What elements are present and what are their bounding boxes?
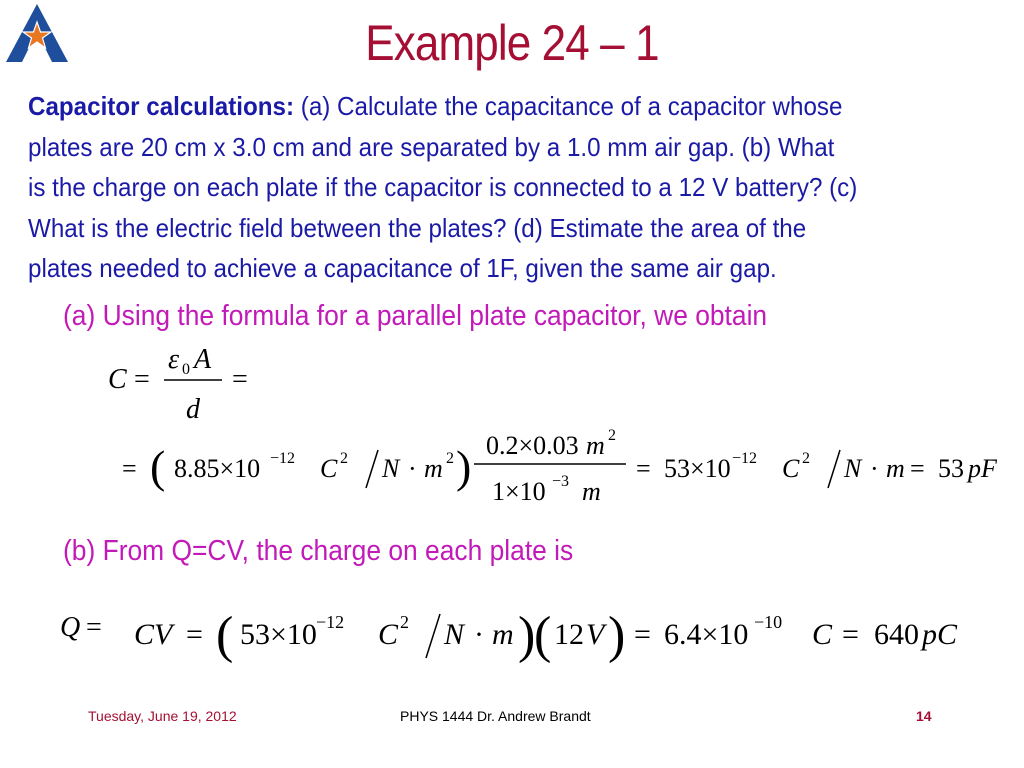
problem-statement	[28, 86, 958, 289]
svg-text:d: d	[186, 394, 200, 425]
svg-text:−12: −12	[732, 450, 758, 467]
svg-text:(: (	[534, 607, 552, 664]
svg-text:=: =	[910, 454, 925, 483]
svg-text:=: =	[232, 364, 248, 395]
capacitance-evaluation	[112, 420, 1012, 520]
svg-text:m: m	[582, 477, 601, 506]
footer-date: Tuesday, June 19, 2012	[88, 708, 237, 724]
svg-text:=: =	[86, 612, 102, 643]
svg-text:(: (	[216, 607, 234, 664]
capacitance-formula	[100, 340, 280, 430]
svg-text:C: C	[108, 364, 127, 395]
problem-heading: Capacitor calculations:	[28, 91, 295, 121]
svg-text:): )	[518, 607, 536, 664]
svg-text:C: C	[378, 618, 399, 651]
svg-text:·: ·	[870, 454, 879, 483]
svg-text:=: =	[186, 618, 203, 651]
svg-text:0: 0	[182, 361, 190, 378]
svg-text:53×10: 53×10	[240, 618, 317, 651]
svg-text:·: ·	[408, 454, 417, 483]
problem-line-2: plates are 20 cm x 3.0 cm and are separated by a 1.0 mm air gap. (b) What	[28, 131, 835, 162]
svg-text:m: m	[586, 431, 605, 460]
svg-text:·: ·	[474, 618, 484, 651]
svg-text:m: m	[492, 618, 514, 651]
svg-text:2: 2	[446, 450, 454, 467]
svg-text:N: N	[444, 618, 465, 651]
problem-line-1: (a) Calculate the capacitance of a capacitor whose	[294, 91, 843, 121]
svg-text:−10: −10	[754, 612, 783, 632]
step-b-text: (b) From Q=CV, the charge on each plate is	[63, 535, 574, 567]
svg-text:N: N	[844, 454, 862, 483]
svg-text:A: A	[194, 344, 212, 375]
svg-text:C: C	[812, 618, 833, 651]
svg-text:=: =	[634, 618, 651, 651]
problem-line-5: plates needed to achieve a capacitance of 1F, given the same air gap.	[28, 253, 777, 283]
svg-text:ε: ε	[168, 344, 180, 375]
svg-text:−12: −12	[316, 612, 345, 632]
svg-text:−3: −3	[552, 473, 570, 490]
svg-text:): )	[456, 441, 472, 492]
problem-line-3: is the charge on each plate if the capacitor is connected to a 12 V battery? (c)	[28, 172, 858, 202]
step-a-text: (a) Using the formula for a parallel plate capacitor, we obtain	[63, 300, 768, 332]
footer-page-number: 14	[916, 708, 932, 724]
svg-text:(: (	[150, 441, 166, 492]
svg-text:53: 53	[938, 454, 964, 483]
svg-text:2: 2	[608, 427, 616, 444]
svg-text:2: 2	[802, 450, 810, 467]
svg-text:12: 12	[554, 618, 584, 651]
svg-text:CV: CV	[134, 618, 173, 651]
svg-text:m: m	[886, 454, 905, 483]
svg-text:pC: pC	[922, 618, 958, 651]
svg-text:C: C	[782, 454, 800, 483]
svg-text:6.4×10: 6.4×10	[664, 618, 749, 651]
svg-text:=: =	[122, 454, 137, 483]
svg-text:2: 2	[400, 612, 409, 632]
page-title: Example 24 – 1	[365, 15, 659, 71]
problem-line-4: What is the electric field between the plates? (d) Estimate the area of the	[28, 212, 807, 243]
svg-text:V: V	[586, 618, 605, 651]
svg-text:=: =	[134, 364, 150, 395]
svg-text:−12: −12	[270, 450, 296, 467]
svg-text:m: m	[424, 454, 443, 483]
footer-course: PHYS 1444 Dr. Andrew Brandt	[400, 708, 591, 724]
svg-text:2: 2	[340, 450, 348, 467]
charge-evaluation	[56, 600, 1016, 680]
svg-text:N: N	[382, 454, 400, 483]
svg-text:pF: pF	[968, 454, 997, 483]
svg-text:=: =	[842, 618, 859, 651]
svg-text:640: 640	[874, 618, 919, 651]
svg-text:Q: Q	[60, 612, 81, 643]
svg-text:53×10: 53×10	[664, 454, 731, 483]
svg-text:C: C	[320, 454, 338, 483]
svg-text:0.2×0.03: 0.2×0.03	[486, 431, 579, 460]
svg-text:1×10: 1×10	[492, 477, 546, 506]
svg-text:=: =	[636, 454, 651, 483]
svg-text:): )	[608, 607, 626, 664]
svg-text:8.85×10: 8.85×10	[174, 454, 261, 483]
